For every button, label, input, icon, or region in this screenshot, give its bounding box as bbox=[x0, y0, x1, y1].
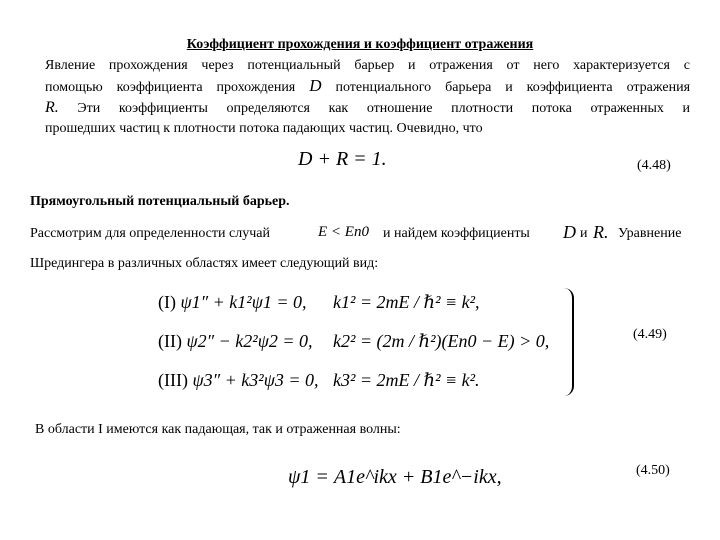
region-1-text: В области I имеются как падающая, так и отраженная волны: bbox=[35, 422, 401, 437]
equation-4-48-formula: D + R = 1. bbox=[298, 148, 387, 170]
equation-region-I: ψ1″ + k1²ψ1 = 0, bbox=[180, 292, 307, 312]
k-def-row-1: k1² = 2mE / ℏ² ≡ k², bbox=[333, 292, 480, 312]
system-row-3 bbox=[158, 370, 319, 391]
intro-paragraph bbox=[45, 56, 690, 139]
intro-text-2b: потенциального барьера и коэффициента отражения bbox=[335, 80, 691, 95]
page-title: Коэффициент прохождения и коэффициент отражения bbox=[186, 37, 534, 52]
intro-line-1 bbox=[45, 56, 690, 76]
intro-line-4 bbox=[45, 119, 690, 139]
k-def-row-3: k3² = 2mE / ℏ² ≡ k². bbox=[333, 370, 480, 390]
consider-text-c: Уравнение bbox=[618, 226, 682, 241]
consider-symbol-D: D bbox=[563, 222, 576, 242]
symbol-R: R. bbox=[45, 99, 59, 116]
equation-4-49-number: (4.49) bbox=[633, 327, 667, 342]
intro-line-3 bbox=[45, 98, 690, 119]
equation-4-50-number: (4.50) bbox=[636, 463, 670, 478]
region-II-label: (II) bbox=[158, 331, 182, 351]
condition-formula: E < En0 bbox=[318, 224, 369, 240]
region-III-label: (III) bbox=[158, 370, 188, 390]
equation-4-48 bbox=[298, 148, 387, 171]
equation-region-II: ψ2″ − k2²ψ2 = 0, bbox=[186, 331, 313, 351]
consider-text-a: Рассмотрим для определенности случай bbox=[30, 226, 270, 241]
symbol-D: D bbox=[309, 76, 322, 95]
consider-and: и bbox=[580, 226, 588, 241]
consider-text-b: и найдем коэффициенты bbox=[383, 226, 530, 241]
intro-text-2a: помощью коэффициента прохождения bbox=[45, 80, 296, 95]
system-row-2 bbox=[158, 331, 313, 352]
consider-line-2: Шредингера в различных областях имеет следующий вид: bbox=[30, 256, 379, 271]
region-I-label: (I) bbox=[158, 292, 176, 312]
equation-region-III: ψ3″ + k3²ψ3 = 0, bbox=[192, 370, 319, 390]
section-heading: Прямоугольный потенциальный барьер. bbox=[30, 194, 290, 209]
system-row-1 bbox=[158, 292, 307, 313]
consider-symbol-R: R. bbox=[593, 222, 609, 242]
equation-4-50-formula: ψ1 = A1e^ikx + B1e^−ikx, bbox=[288, 466, 502, 488]
intro-text-4: прошедших частиц к плотности потока падающих частиц. Очевидно, что bbox=[45, 121, 483, 136]
equation-4-48-number: (4.48) bbox=[637, 158, 671, 173]
k-def-row-2: k2² = (2m / ℏ²)(En0 − E) > 0, bbox=[333, 331, 550, 351]
intro-text-1: Явление прохождения через потенциальный барьер и отражения от него характеризуется с bbox=[45, 58, 690, 73]
intro-line-2 bbox=[45, 76, 690, 98]
system-right-brace bbox=[562, 288, 574, 396]
intro-text-3: Эти коэффициенты определяются как отношение плотности потока отраженных и bbox=[77, 101, 691, 116]
